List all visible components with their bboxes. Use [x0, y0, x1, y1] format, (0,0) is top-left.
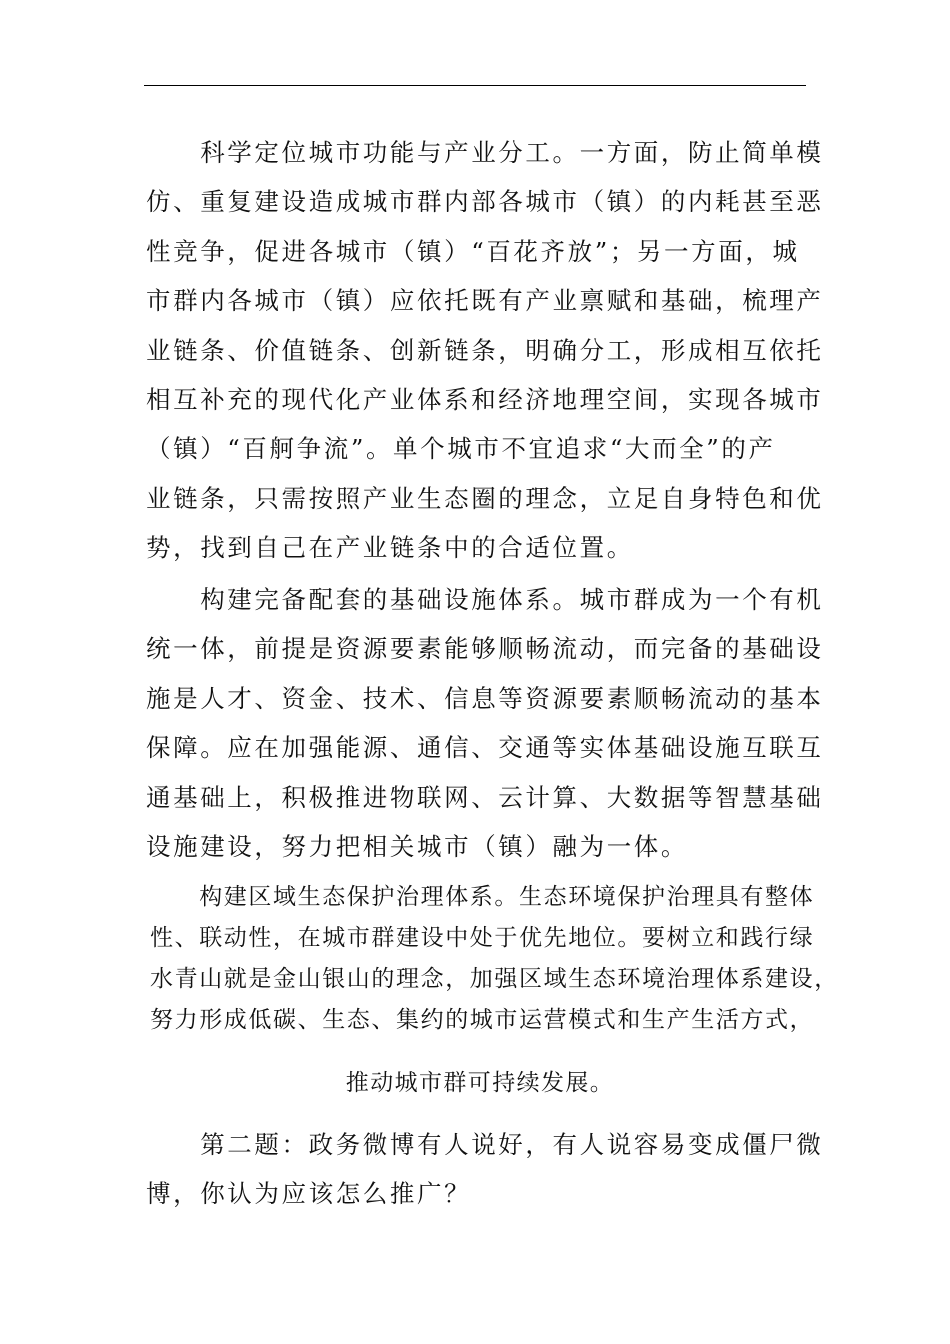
paragraph-ecology — [150, 877, 839, 1104]
text-line: 统一体，前提是资源要素能够顺畅流动，而完备的基础设 — [146, 634, 824, 664]
header-rule — [144, 85, 806, 86]
text-line: （镇）“百舸争流”。单个城市不宜追求“大而全”的产 — [146, 434, 776, 464]
text-line: 业链条、价值链条、创新链条，明确分工，形成相互依托 — [146, 335, 824, 365]
paragraph-city-function — [146, 128, 824, 573]
text-line: 科学定位城市功能与产业分工。一方面，防止简单模 — [146, 138, 824, 167]
text-line: 性、联动性，在城市群建设中处于优先地位。要树立和践行绿 — [150, 925, 815, 951]
text-line: 构建完备配套的基础设施体系。城市群成为一个有机 — [146, 585, 824, 614]
text-line: 施是人才、资金、技术、信息等资源要素顺畅流动的基本 — [146, 683, 824, 713]
text-line: 构建区域生态保护治理体系。生态环境保护治理具有整体 — [150, 884, 815, 910]
text-line: 水青山就是金山银山的理念，加强区域生态环境治理体系建设， — [150, 966, 839, 992]
text-line: 通基础上，积极推进物联网、云计算、大数据等智慧基础 — [146, 782, 824, 812]
text-line: 推动城市群可持续发展。 — [345, 1070, 615, 1096]
text-line: 设施建设，努力把相关城市（镇）融为一体。 — [146, 832, 688, 862]
text-line: 性竞争，促进各城市（镇）“百花齐放”；另一方面，城 — [146, 236, 800, 266]
text-line: 势，找到自己在产业链条中的合适位置。 — [146, 533, 634, 563]
text-line: 第二题：政务微博有人说好，有人说容易变成僵尸微 — [146, 1130, 824, 1159]
paragraph-question-two — [146, 1120, 824, 1219]
text-line: 相互补充的现代化产业体系和经济地理空间，实现各城市 — [146, 385, 824, 415]
text-line: 业链条，只需按照产业生态圈的理念，立足自身特色和优 — [146, 483, 824, 513]
text-line: 博，你认为应该怎么推广？ — [146, 1179, 472, 1209]
text-line: 保障。应在加强能源、通信、交通等实体基础设施互联互 — [146, 733, 824, 763]
text-line: 市群内各城市（镇）应依托既有产业禀赋和基础，梳理产 — [146, 286, 824, 316]
paragraph-infrastructure — [146, 575, 824, 871]
text-line: 努力形成低碳、生态、集约的城市运营模式和生产生活方式， — [150, 1007, 815, 1033]
text-line: 仿、重复建设造成城市群内部各城市（镇）的内耗甚至恶 — [146, 187, 824, 217]
